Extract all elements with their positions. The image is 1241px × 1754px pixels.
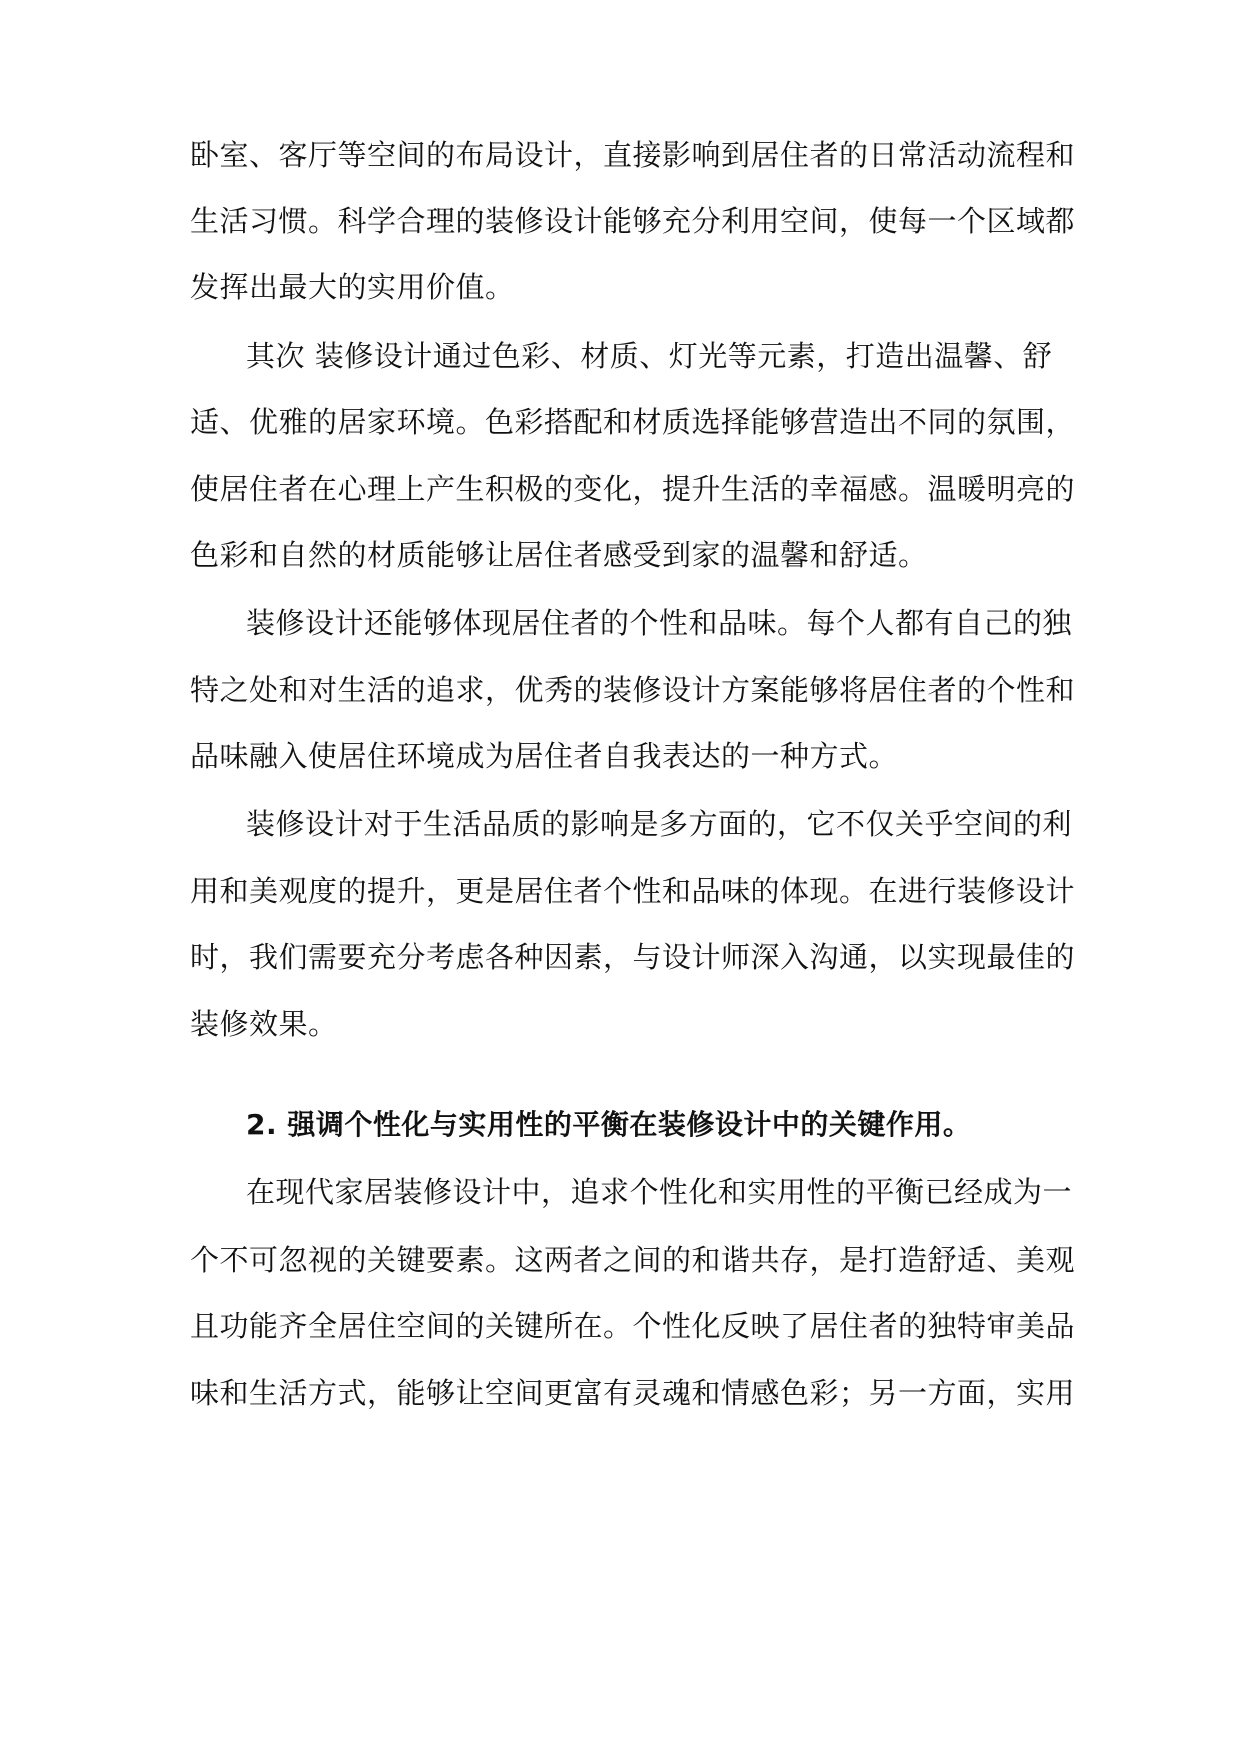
text-line: 且功能齐全居住空间的关键所在。个性化反映了居住者的独特审美品 [190,1309,1076,1343]
text-line: 味和生活方式，能够让空间更富有灵魂和情感色彩；另一方面，实用 [190,1376,1076,1410]
paragraph-first-line: 装修设计对于生活品质的影响是多方面的，它不仅关乎空间的利 [246,807,1073,841]
text-line: 特之处和对生活的追求，优秀的装修设计方案能够将居住者的个性和 [190,673,1076,707]
text-line: 生活习惯。科学合理的装修设计能够充分利用空间，使每一个区域都 [190,204,1076,238]
text-line: 用和美观度的提升，更是居住者个性和品味的体现。在进行装修设计 [190,874,1076,908]
text-line: 卧室、客厅等空间的布局设计，直接影响到居住者的日常活动流程和 [190,138,1076,172]
paragraph-first-line: 装修设计还能够体现居住者的个性和品味。每个人都有自己的独 [246,606,1073,640]
section-heading: 2. 强调个性化与实用性的平衡在装修设计中的关键作用。 [246,1108,972,1141]
text-line: 适、优雅的居家环境。色彩搭配和材质选择能够营造出不同的氛围， [190,405,1076,439]
text-line: 发挥出最大的实用价值。 [190,270,515,304]
text-line: 色彩和自然的材质能够让居住者感受到家的温馨和舒适。 [190,538,928,572]
text-line: 装修效果。 [190,1007,338,1041]
text-line: 个不可忽视的关键要素。这两者之间的和谐共存，是打造舒适、美观 [190,1243,1076,1277]
text-line: 时，我们需要充分考虑各种因素，与设计师深入沟通，以实现最佳的 [190,940,1076,974]
text-line: 使居住者在心理上产生积极的变化，提升生活的幸福感。温暖明亮的 [190,472,1076,506]
paragraph-first-line: 其次 装修设计通过色彩、材质、灯光等元素，打造出温馨、舒 [246,339,1053,373]
text-line: 品味融入使居住环境成为居住者自我表达的一种方式。 [190,739,899,773]
paragraph-first-line: 在现代家居装修设计中，追求个性化和实用性的平衡已经成为一 [246,1175,1073,1209]
